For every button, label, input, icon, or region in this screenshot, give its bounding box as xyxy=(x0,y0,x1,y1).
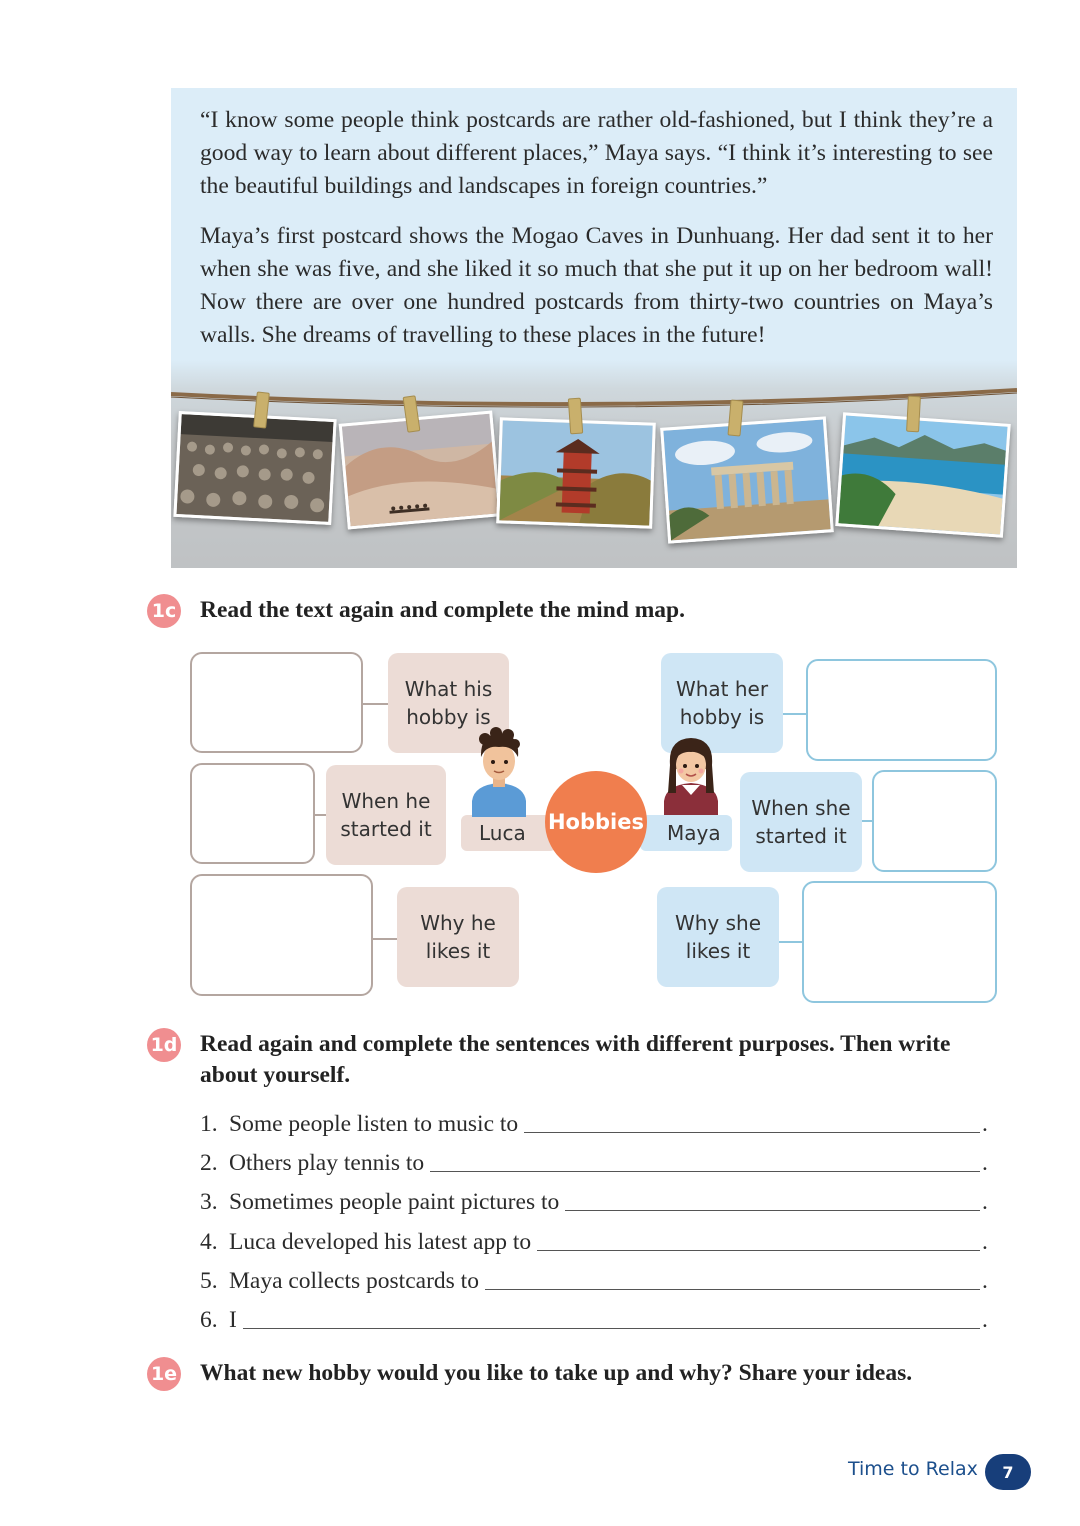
sentence-number: 3. xyxy=(200,1189,218,1215)
sentence-stem: Maya collects postcards to xyxy=(229,1268,479,1294)
sentence-5: 5. Maya collects postcards to . xyxy=(200,1268,988,1294)
mindmap-label-what-her-hobby: What her hobby is xyxy=(661,653,783,753)
answer-line[interactable] xyxy=(430,1151,980,1172)
clothes-peg xyxy=(906,396,921,433)
footer-unit-title: Time to Relax xyxy=(848,1458,978,1480)
answer-box-what-his-hobby[interactable] xyxy=(190,652,363,753)
exercise-1c-instruction: Read the text again and complete the mind map. xyxy=(200,597,685,623)
sentence-number: 4. xyxy=(200,1229,218,1255)
mindmap-label-when-she-started: When she started it xyxy=(740,772,862,872)
clothesline xyxy=(171,360,1017,420)
sentence-number: 5. xyxy=(200,1268,218,1294)
page-number: 7 xyxy=(985,1454,1031,1490)
answer-box-when-she-started[interactable] xyxy=(872,770,997,872)
answer-line[interactable] xyxy=(524,1112,980,1133)
sentence-number: 2. xyxy=(200,1150,218,1176)
mindmap-label-what-his-hobby: What his hobby is xyxy=(388,653,509,753)
sentence-stem: Luca developed his latest app to xyxy=(229,1229,532,1255)
sentence-stem: I xyxy=(229,1307,237,1333)
sentence-3: 3. Sometimes people paint pictures to . xyxy=(200,1189,988,1215)
answer-box-when-he-started[interactable] xyxy=(190,763,315,864)
connector xyxy=(371,938,398,940)
postcard-terracotta-warriors xyxy=(173,411,336,525)
maya-avatar xyxy=(660,735,722,815)
sentence-1: 1. Some people listen to music to . xyxy=(200,1111,988,1137)
postcard-wall-illustration xyxy=(171,360,1017,568)
answer-line[interactable] xyxy=(485,1269,980,1290)
exercise-1e-instruction: What new hobby would you like to take up and why? Share your ideas. xyxy=(200,1360,913,1386)
mindmap-label-when-he-started: When he started it xyxy=(326,765,446,865)
answer-box-what-her-hobby[interactable] xyxy=(806,659,997,761)
passage-paragraph-2: Maya’s first postcard shows the Mogao Caves in Dunhuang. Her dad sent it to her when she was five, and she liked it so much that she put it up on her bedroom wall! Now there are over one hundred postcards from thirty-two countries on Maya’s walls. She dreams of travelling to these places in the future! xyxy=(200,223,993,348)
answer-box-why-she-likes[interactable] xyxy=(802,881,997,1003)
answer-line[interactable] xyxy=(537,1230,980,1251)
mindmap-label-why-he-likes: Why he likes it xyxy=(397,887,519,987)
connector xyxy=(313,814,327,816)
luca-name: Luca xyxy=(479,821,526,845)
hobbies-center-node: Hobbies xyxy=(545,771,647,873)
sentence-number: 1. xyxy=(200,1111,218,1137)
reading-passage xyxy=(171,88,1017,568)
sentence-2: 2. Others play tennis to . xyxy=(200,1150,988,1176)
sentence-stem: Others play tennis to xyxy=(229,1150,425,1176)
connector xyxy=(778,941,804,943)
answer-line[interactable] xyxy=(565,1190,980,1211)
postcard-pagoda xyxy=(496,417,656,528)
answer-line[interactable] xyxy=(243,1308,980,1329)
sentence-6: 6. I . xyxy=(200,1307,988,1333)
exercise-badge-1d: 1d xyxy=(147,1028,181,1062)
luca-avatar xyxy=(468,727,530,817)
connector xyxy=(782,713,808,715)
postcard-beach xyxy=(835,412,1011,537)
exercise-badge-1c: 1c xyxy=(147,594,181,628)
maya-name: Maya xyxy=(667,821,721,845)
sentence-4: 4. Luca developed his latest app to . xyxy=(200,1229,988,1255)
answer-box-why-he-likes[interactable] xyxy=(190,874,373,996)
postcard-greek-temple xyxy=(660,416,834,543)
exercise-badge-1e: 1e xyxy=(147,1357,181,1391)
passage-paragraph-1: “I know some people think postcards are rather old-fashioned, but I think they’re a good way to learn about different places,” Maya says. “I think it’s interesting to see the beautiful buildings and landscapes in foreign countries.” xyxy=(200,107,993,199)
clothes-peg xyxy=(568,398,583,435)
connector xyxy=(361,703,389,705)
sentence-stem: Sometimes people paint pictures to xyxy=(229,1189,560,1215)
sentence-number: 6. xyxy=(200,1307,218,1333)
mindmap-label-why-she-likes: Why she likes it xyxy=(657,887,779,987)
sentence-stem: Some people listen to music to xyxy=(229,1111,519,1137)
exercise-1d-instruction: Read again and complete the sentences with different purposes. Then write about yourself. xyxy=(200,1031,951,1088)
